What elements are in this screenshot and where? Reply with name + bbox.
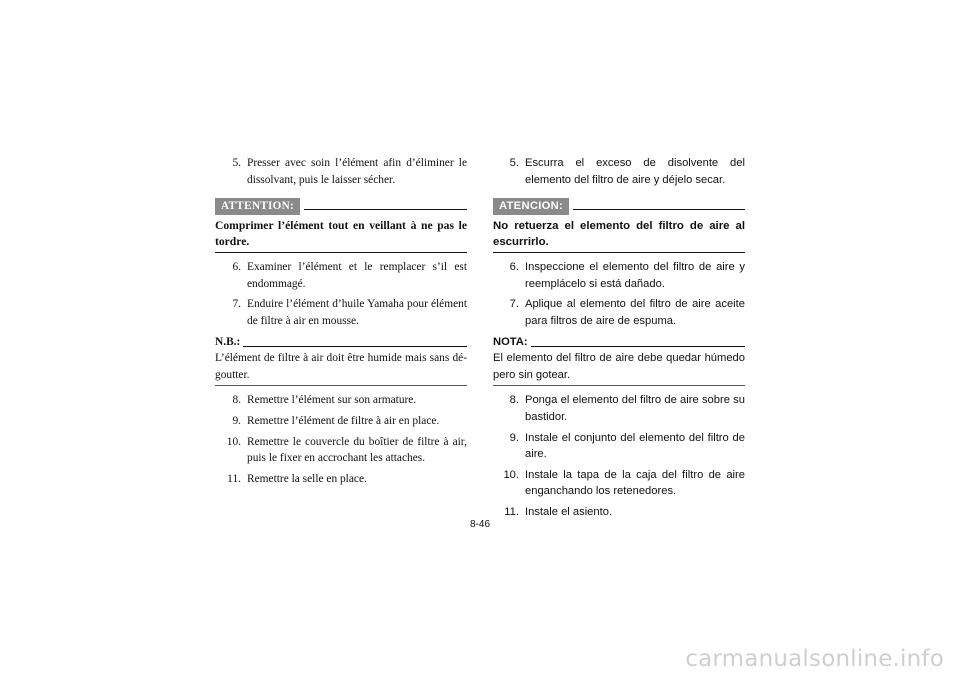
caution-label: ATENCION: [493, 198, 569, 215]
fr-step-8 [215, 392, 467, 409]
fr-note-text: L’élément de filtre à air doit être humide mais sans dégoutter. [215, 352, 467, 381]
step-text: Instale el asiento. [525, 505, 613, 518]
es-caution-text: No retuerza el elemento del filtro de aire al escurrirlo. [493, 220, 745, 249]
step-text: Remettre la selle en place. [247, 472, 367, 485]
step-number: 9. [509, 431, 519, 444]
fr-step-10 [215, 434, 467, 467]
caution-end-rule [493, 252, 745, 253]
fr-caution-text: Comprimer l’élément tout en veillant à ne pas le tordre. [215, 219, 467, 249]
step-number: 8. [509, 394, 519, 407]
step-text: Examiner l’élément et le remplacer s’il est endommagé. [247, 261, 467, 290]
fr-step-5 [215, 155, 467, 188]
caution-rule [573, 209, 745, 210]
fr-step-11 [215, 471, 467, 488]
step-number: 5. [509, 157, 519, 169]
es-note-text: El elemento del filtro de aire debe quedar húmedo pero sin gotear. [493, 352, 745, 381]
note-rule [243, 346, 467, 347]
es-step-11 [493, 504, 745, 521]
step-number: 11. [227, 472, 241, 485]
step-text: Remettre l’élément sur son armature. [247, 394, 417, 407]
step-number: 8. [232, 394, 241, 407]
caution-rule [304, 209, 467, 210]
french-column [215, 155, 467, 491]
step-number: 7. [509, 298, 519, 311]
step-text: Aplique al elemento del filtro de aire aceite para filtros de aire de espuma. [525, 298, 745, 327]
step-number: 10. [226, 435, 241, 448]
step-number: 6. [232, 261, 241, 274]
es-step-9 [493, 430, 745, 463]
es-step-10 [493, 467, 745, 500]
step-text: Remettre le couvercle du boîtier de filtre à air, puis le fixer en accrochant les attaches. [247, 435, 467, 465]
es-step-6 [493, 259, 745, 292]
es-caution-header [493, 198, 745, 215]
step-number: 11. [504, 505, 519, 518]
step-text: Remettre l’élément de filtre à air en place. [247, 414, 440, 427]
step-number: 9. [232, 414, 241, 427]
note-label: NOTA: [493, 335, 528, 348]
step-text: Escurra el exceso de disolvente del elemento del filtro de aire y déjelo secar. [525, 157, 745, 186]
step-text: Ponga el elemento del filtro de aire sobre su bastidor. [525, 394, 745, 423]
es-note-header [493, 334, 745, 351]
step-text: Presser avec soin l’élément afin d’éliminer le dissolvant, puis le laisser sécher. [247, 157, 467, 186]
page-number: 8-46 [469, 519, 490, 530]
watermark: carmanualsonline.info [685, 646, 944, 672]
step-text: Instale la tapa de la caja del filtro de aire enganchando los retenedores. [525, 468, 745, 498]
step-text: Enduire l’élément d’huile Yamaha pour élément de filtre à air en mousse. [247, 298, 467, 327]
caution-label: ATTENTION: [215, 198, 300, 215]
fr-step-6 [215, 259, 467, 292]
note-end-rule [215, 385, 467, 386]
es-step-5 [493, 155, 745, 188]
note-rule [531, 346, 745, 347]
note-end-rule [493, 385, 745, 386]
step-text: Instale el conjunto del elemento del filtro de aire. [525, 431, 745, 461]
note-label: N.B.: [215, 335, 241, 348]
es-step-7 [493, 296, 745, 329]
es-step-8 [493, 392, 745, 425]
fr-caution-header [215, 198, 467, 215]
step-number: 5. [232, 157, 241, 169]
step-number: 7. [232, 298, 241, 311]
caution-end-rule [215, 252, 467, 253]
fr-step-7 [215, 296, 467, 329]
step-text: Inspeccione el elemento del filtro de aire y reemplácelo si está dañado. [525, 261, 745, 290]
fr-note-header [215, 334, 467, 351]
step-number: 10. [503, 468, 519, 481]
spanish-column [493, 155, 745, 525]
fr-step-9 [215, 413, 467, 430]
step-number: 6. [509, 261, 519, 274]
